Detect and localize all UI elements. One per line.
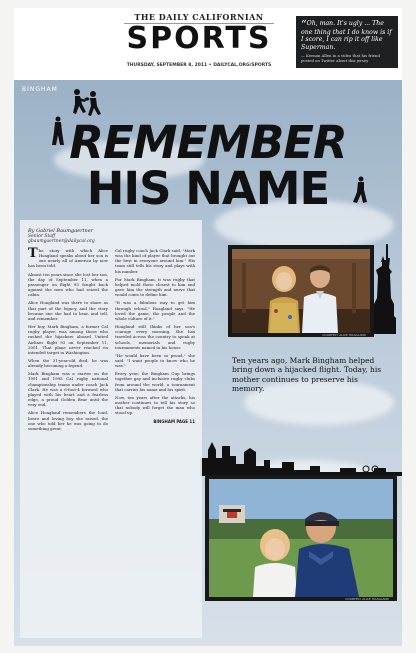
article-paragraph: When the 31-year-old died, he was already becoming a legend. [28,357,108,369]
article-paragraph: Cal rugby coach Jack Clark said, "Mark was the kind of player that brought out the best in everyone around him." His team still tells his story and plays with his number. [115,248,195,274]
headline-line-1: REMEMBER [69,116,347,169]
article-paragraph: Alice Hoagland remembers the loud, brave and loving boy she raised, the one who told her he was going to do something great. [28,410,108,431]
article-paragraph: Hoagland still thinks of her son's courage every morning. She has traveled across the country to speak at schools, memorials and rugby tournaments named in his honor. [115,324,195,350]
photo-mother-and-son-outdoors [205,475,397,601]
quote-attribution: — Keenan Allen in a video that his friend posted on Twitter about this jersey [301,53,380,64]
article-paragraph: Her boy, Mark Bingham, a former Cal rugby player, was among those who rushed the hijackers aboard United Airlines flight 93 on September 11, 2001. That plane never reached its intended target in Washington. [28,324,108,355]
byline-role: Senior Staff [28,234,56,239]
newspaper-page [14,8,402,646]
quote-mark-icon: “ [301,18,307,31]
jump-line: BINGHAM PAGE 11 [153,418,195,424]
quote-text-body: Oh, man. It's ugly ... The one thing that I do know is if I score, I can rip it off like Superman. [301,20,392,51]
city-skyline-icon [200,428,402,476]
paragraph-text: he story with which Alice Hoagland speaks about her son is one nearly all of America by now has been told. [28,248,108,269]
outdoor-photo-illustration [209,479,393,597]
photo-image [209,479,393,601]
quote-text [301,20,393,51]
article-paragraph [28,248,108,269]
photo-image [232,249,370,337]
family-photo-illustration [232,249,370,333]
section-tag: BINGHAM [22,86,58,93]
photo-credit: COURTESY ALICE HOAGLAND [345,597,389,601]
article-paragraph: Now, ten years after the attacks, his mother continues to tell his story so that nobody will forget the man who stood up. [115,394,195,416]
article-paragraph: "He would have been so proud," she said. "I want people to know who he was." [115,352,195,369]
dateline: THURSDAY, SEPTEMBER 8, 2011 • DAILYCAL.ORG/SPORTS [126,63,272,68]
headline-line-2: HIS NAME [86,162,330,215]
paper-name: THE DAILY CALIFORNIAN [124,12,274,24]
photo-mother-and-son [228,245,374,337]
article-column-1 [28,248,108,434]
section-title: SPORTS [126,21,272,56]
masthead [14,8,402,80]
drop-cap: T [28,246,38,261]
photo-credit: COURTESY ALICE HOAGLAND [322,333,366,337]
article-paragraph: Alice Hoagland was there to share as that part of the legacy, and the story became one she had to hear, and tell, and remember. [28,300,108,321]
pull-quote: Ten years ago, Mark Bingham helped bring down a hijacked flight. Today, his mother continues to preserve his memory. [232,356,382,393]
player-silhouette-icon [50,116,66,146]
article-paragraph: For Mark Bingham, it was rugby that helped mold those closest to him and gave him the strength and nerve that would come to define him. [115,276,195,298]
article-body [20,220,202,638]
quote-box [296,16,398,68]
article-paragraph: Mark Bingham was a starter on the 1991 and 1993 Cal rugby national championship teams under coach Jack Clark. He was a 6-foot-4 forward who played with his heart and a fearless edge, a proud Golden Bear until the very end. [28,371,108,408]
statue-of-liberty-icon [370,244,398,334]
article-column-2 [115,248,195,434]
article-paragraph: "It was a fabulous way to get him through school," Hoagland says. "He loved the game, the people and the whole culture of it." [115,300,195,321]
running-figure-icon [352,176,368,204]
byline-email: gbaumgaertner@dailycal.org [28,239,95,244]
article-paragraph: Almost ten years since she lost her son, the day of September 11, when a passenger on flight 93 fought back against the men who had seized the cabin. [28,271,108,298]
byline-name: By Gabriel Baumgaertner [28,228,94,234]
article-paragraph: Every year, the Bingham Cup brings together gay and inclusive rugby clubs from around the world, a tournament that carries his name and his spirit. [115,371,195,392]
